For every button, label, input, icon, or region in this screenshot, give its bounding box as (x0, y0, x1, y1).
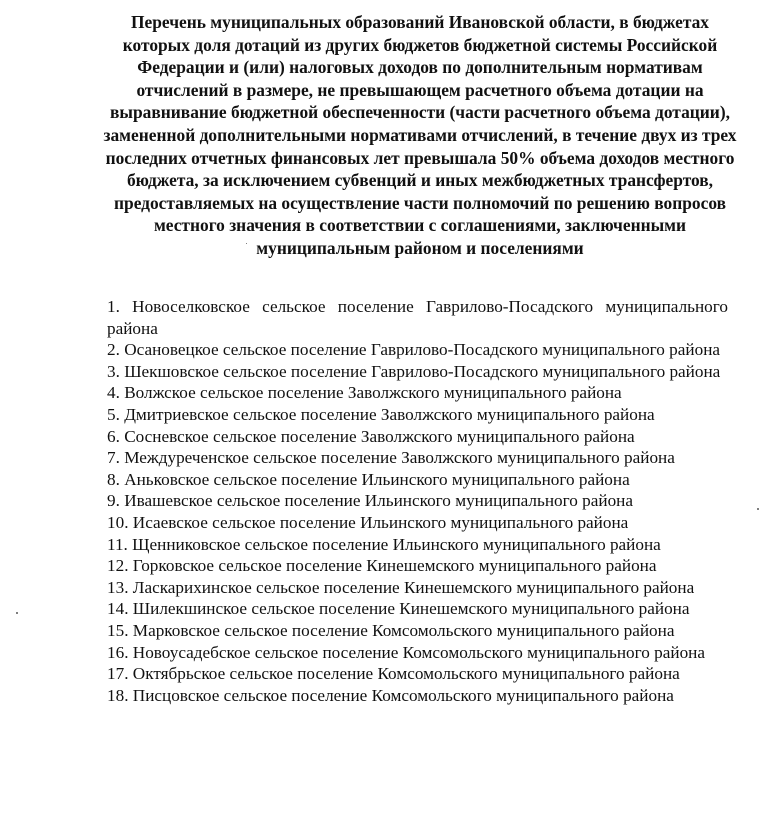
item-number: 11. (107, 534, 128, 554)
list-item (107, 339, 728, 361)
item-text: Междуреченское сельское поселение Заволжского муниципального района (124, 448, 675, 468)
item-text: Горковское сельское поселение Кинешемского муниципального района (132, 556, 657, 576)
item-text: Осановецкое сельское поселение Гаврилово-Посадского муниципального района (124, 340, 721, 360)
list-item (107, 469, 728, 491)
list-item (107, 512, 728, 534)
list-item (107, 555, 728, 577)
item-number: 7. (107, 448, 120, 468)
item-text: Новоселковское сельское поселение Гаврилово-Посадского муниципального района (107, 297, 728, 338)
list-item (107, 426, 728, 448)
item-number: 6. (107, 426, 120, 446)
item-text: Шилекшинское сельское поселение Кинешемского муниципального района (132, 599, 690, 619)
item-number: 5. (107, 404, 120, 424)
item-number: 4. (107, 383, 120, 403)
list-item (107, 620, 728, 642)
item-text: Щенниковское сельское поселение Ильинского муниципального района (132, 534, 661, 554)
list-item (107, 534, 728, 556)
item-text: Писцовское сельское поселение Комсомольского муниципального района (132, 685, 674, 705)
item-number: 3. (107, 361, 120, 381)
item-text: Аньковское сельское поселение Ильинского муниципального района (124, 469, 630, 489)
scan-speck (757, 508, 759, 510)
list-item (107, 382, 728, 404)
item-text: Ивашевское сельское поселение Ильинского муниципального района (124, 491, 633, 511)
scan-speck (246, 243, 247, 244)
document-title: Перечень муниципальных образований Ивановской области, в бюджетах которых доля дотаций из других бюджетов бюджетной системы Российской Федерации и (или) налоговых доходов по дополнительным нормативам отчислений в размере, не превышающем расчетного объема дотации на выравнивание бюджетной обеспеченности (части расчетного объема дотации), замененной дополнительными нормативами отчислений, в течение двух из трех последних отчетных финансовых лет превышала 50% объема доходов местного бюджета, за исключением субвенций и иных межбюджетных трансфертов, предоставляемых на осуществление части полномочий по решению вопросов местного значения в соответствии с соглашениями, заключенными муниципальным районом и поселениями (103, 12, 737, 258)
list-item (107, 296, 728, 339)
item-text: Сосневское сельское поселение Заволжского муниципального района (124, 426, 635, 446)
item-number: 1. (107, 297, 120, 316)
item-number: 13. (107, 577, 129, 597)
item-number: 2. (107, 340, 120, 360)
list-item (107, 598, 728, 620)
item-text: Исаевское сельское поселение Ильинского муниципального района (132, 512, 629, 532)
list-item (107, 447, 728, 469)
item-text: Октябрьское сельское поселение Комсомольского муниципального района (132, 664, 680, 684)
item-text: Марковское сельское поселение Комсомольского муниципального района (132, 620, 675, 640)
list-item (107, 685, 728, 707)
item-number: 15. (107, 620, 129, 640)
item-number: 17. (107, 664, 129, 684)
item-number: 18. (107, 685, 129, 705)
list-item (107, 490, 728, 512)
list-item (107, 642, 728, 664)
item-number: 8. (107, 469, 120, 489)
scan-speck (16, 612, 18, 614)
list-item (107, 404, 728, 426)
item-number: 10. (107, 512, 129, 532)
list-item (107, 663, 728, 685)
list-item (107, 577, 728, 599)
item-number: 16. (107, 642, 129, 662)
item-number: 9. (107, 491, 120, 511)
list-item (107, 361, 728, 383)
item-text: Дмитриевское сельское поселение Заволжского муниципального района (124, 404, 655, 424)
item-text: Шекшовское сельское поселение Гаврилово-Посадского муниципального района (124, 361, 721, 381)
municipality-list (107, 296, 728, 706)
item-text: Ласкарихинское сельское поселение Кинешемского муниципального района (132, 577, 695, 597)
item-number: 12. (107, 556, 129, 576)
item-text: Волжское сельское поселение Заволжского муниципального района (124, 383, 622, 403)
item-text: Новоусадебское сельское поселение Комсомольского муниципального района (132, 642, 705, 662)
item-number: 14. (107, 599, 129, 619)
